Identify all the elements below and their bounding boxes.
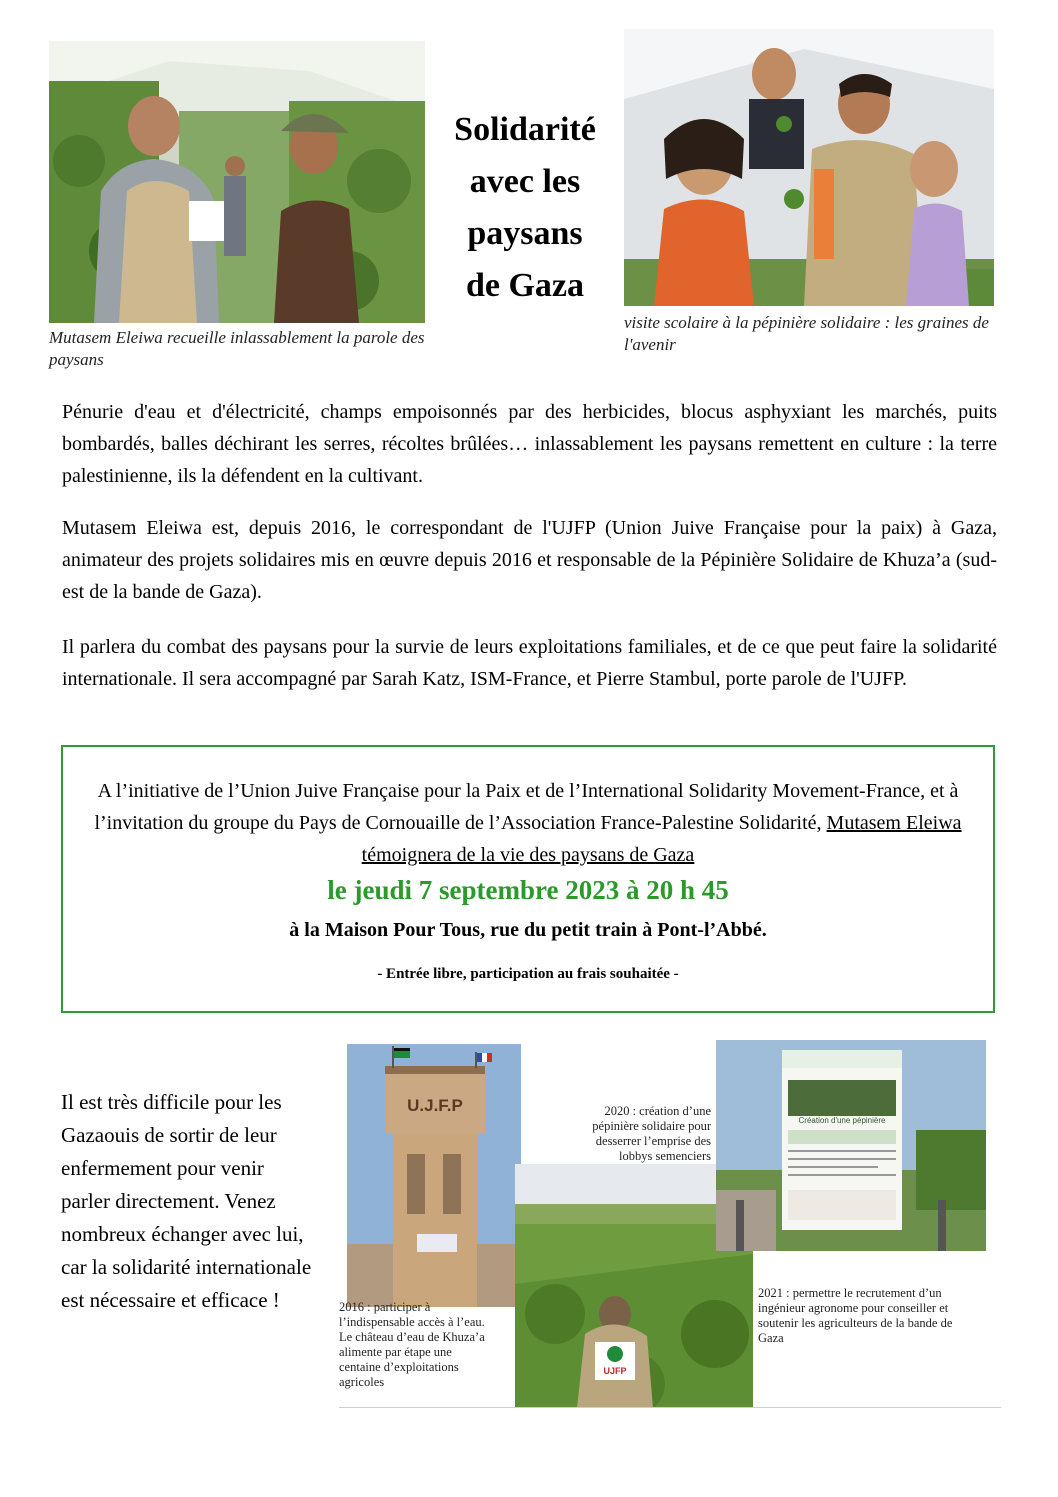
page-title [430, 104, 620, 312]
event-intro-text: A l’initiative de l’Union Juive Française pour la Paix et de l’International Solidarity Movement-France, et à l’invitation du groupe du Pays de Cornouaille de l’Association France-Palestine Solidarité, [94, 780, 959, 834]
title-line: Solidarité [454, 111, 596, 148]
event-intro [83, 775, 973, 871]
event-intro-underlined: Mutasem Eleiwa témoignera de la vie des paysans de Gaza [361, 812, 962, 866]
collage-bottom-border [339, 1407, 1001, 1408]
event-place: à la Maison Pour Tous, rue du petit train à Pont-l’Abbé. [289, 919, 767, 941]
tower-sign: U.J.F.P [407, 1096, 463, 1115]
paragraph-intro: Pénurie d'eau et d'électricité, champs empoisonnés par des herbicides, blocus asphyxiant les marchés, puits bombardés, balles déchirant les serres, récoltes brûlées… inlassablement les paysans remettent en culture : la terre palestinienne, ils la défendent en la cultivant. [62, 401, 997, 487]
title-line: de Gaza [465, 267, 585, 304]
appeal-text: Il est très difficile pour les Gazaouis de sortir de leur enfermement pour venir parler directement. Venez nombreux échanger avec lui, car la solidarité internationale est nécessaire et efficace ! [61, 1090, 312, 1312]
caption-2020: 2020 : création d’une pépinière solidaire pour desserrer l’emprise des lobbys semenciers [592, 1104, 711, 1163]
photo-left-caption: Mutasem Eleiwa recueille inlassablement la parole des paysans [49, 328, 425, 369]
photo-school-visit [624, 29, 994, 306]
projects-collage [335, 1036, 1001, 1408]
photo-greenhouse-interview [49, 41, 425, 323]
event-note: - Entrée libre, participation au frais souhaitée - [377, 966, 679, 982]
caption-2016: 2016 : participer à l’indispensable accès à l’eau. Le château d’eau de Khuza’a alimente par étape une centaine d’exploitations agricoles [339, 1300, 485, 1389]
vest-patch: UJFP [603, 1366, 627, 1376]
event-box [61, 745, 995, 1013]
title-line: paysans [467, 215, 583, 252]
caption-2021: 2021 : permettre le recrutement d’un ingénieur agronome pour conseiller et soutenir les agriculteurs de la bande de Gaza [758, 1286, 953, 1345]
photo-nursery-poster [716, 1040, 986, 1251]
poster-title: Création d'une pépinière [798, 1116, 886, 1125]
title-line: avec les [469, 163, 581, 200]
photo-water-tower [347, 1044, 521, 1307]
paragraph-speaker: Mutasem Eleiwa est, depuis 2016, le correspondant de l'UJFP (Union Juive Française pour la paix) à Gaza, animateur des projets solidaires mis en œuvre depuis 2016 et responsable de la Pépinière Solidaire de Khuza’a (sud-est de la bande de Gaza). [62, 517, 997, 603]
event-date: le jeudi 7 septembre 2023 à 20 h 45 [327, 875, 729, 905]
photo-right-caption: visite scolaire à la pépinière solidaire : les graines de l'avenir [624, 313, 989, 354]
paragraph-topic: Il parlera du combat des paysans pour la survie de leurs exploitations familiales, et de ce que peut faire la solidarité internationale. Il sera accompagné par Sarah Katz, ISM-France, et Pierre Stambul, porte parole de l'UJFP. [62, 636, 997, 690]
